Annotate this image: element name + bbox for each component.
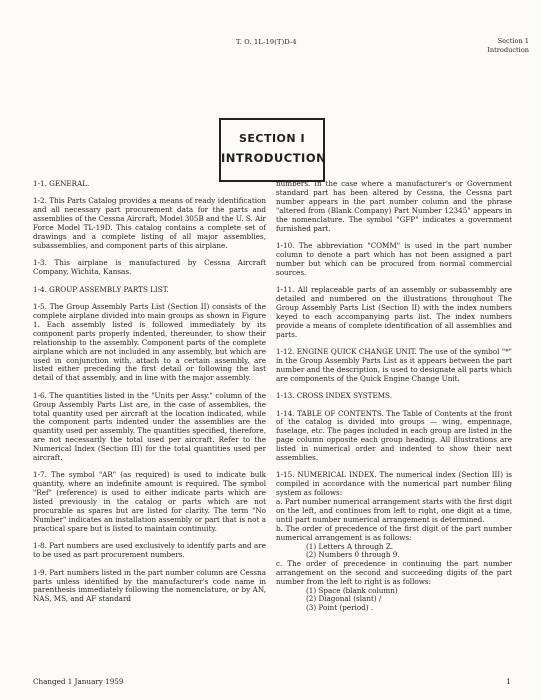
paragraph: 1-4. GROUP ASSEMBLY PARTS LIST.: [33, 284, 169, 294]
document-number: T. O. 1L-19(T)D-4: [236, 38, 297, 46]
paragraph-item-c: c. The order of precedence in continuing the part number arrangement on the second and succeeding digits of the part number from the left to right is as follows:: [276, 558, 512, 586]
paragraph: 1-7. The symbol "AR" (as required) is used to indicate bulk quantity, where an indefinite amount is required. The symbol "Ref" (reference) is used to either indicate parts which are listed previously in the catalog or parts which are not procurable as spares but are listed for clarity. The term "No Number" indicates an installation assembly or part that is not a practical spare but is listed to maintain continuity.: [33, 470, 266, 533]
page-number: 1: [506, 677, 511, 686]
paragraph: 1-14. TABLE OF CONTENTS. The Table of Contents at the front of the catalog is divided into groups — wing, empennage, fuselage, etc. The pages included in each group are listed in the page column opposite each group heading. All illustrations are listed in numerical order and indented to show their next assemblies.: [276, 408, 512, 463]
paragraph: 1-3. This airplane is manufactured by Cessna Aircraft Company, Wichita, Kansas.: [33, 258, 266, 277]
section-title-box: [219, 118, 325, 182]
list-item: (2) Diagonal (slant) /: [306, 594, 382, 604]
paragraph: numbers. In the case where a manufacturer's or Government standard part has been altered by Cessna, the Cessna part number appears in the part number column and the phrase "altered from (Blank Company) Part Number 12345" appears in the nomenclature. The symbol "GFP" indicates a government furnished part.: [276, 179, 512, 233]
paragraph: 1-1. GENERAL.: [33, 179, 90, 188]
right-column: [276, 180, 512, 612]
section-sub: Introduction: [487, 45, 529, 54]
paragraph: 1-10. The abbreviation "COMM" is used in the part number column to denote a part which has not been assigned a part number but which can be procured from normal commercial sources.: [276, 240, 512, 277]
paragraph: 1-11. All replaceable parts of an assembly or subassembly are detailed and numbered on the illustrations throughout The Group Assembly Parts List (Section II) with the index numbers keyed to each accompanying parts list. The index numbers provide a means of complete identification of all assemblies and parts.: [276, 285, 512, 339]
precedence-list-c: [306, 587, 512, 613]
left-column: [33, 180, 266, 613]
paragraph-item-a: a. Part number numerical arrangement starts with the first digit on the left, and continues from left to right, one digit at a time, until part number numerical arrangement is determined.: [276, 497, 512, 524]
list-item: (1) Letters A through Z.: [306, 541, 393, 551]
change-date: Changed 1 January 1959: [33, 677, 124, 686]
paragraph-item-b: b. The order of precedence of the first digit of the part number numerical arrangement is as follows:: [276, 523, 512, 542]
precedence-list-b: [306, 543, 512, 560]
section-title: SECTION I: [238, 132, 306, 145]
paragraph: 1-12. ENGINE QUICK CHANGE UNIT. The use of the symbol "*" in the Group Assembly Parts List as it appears between the part number and the description, is used to designate all parts which are components of the Quick Engine Change Unit.: [276, 347, 512, 383]
paragraph: 1-6. The quantities listed in the "Units per Assy." column of the Group Assembly Parts List are, in the case of assemblies, the total quantity used per aircraft at the location indicated, while the component parts indented under the assemblies are the quantity used per assembly. The quantities specified, therefore, are not necessarily the total used per aircraft. Refer to the Numerical Index (Section III) for the total quantities used per aircraft.: [33, 390, 266, 463]
list-item: (3) Point (period) .: [306, 602, 374, 612]
section-subtitle: INTRODUCTION: [221, 151, 327, 165]
section-header: [487, 37, 529, 54]
list-item: (2) Numbers 0 through 9.: [306, 550, 400, 560]
paragraph: 1-15. NUMERICAL INDEX. The numerical index (Section III) is compiled in accordance with the numerical part number filing system as follows:: [276, 470, 512, 498]
list-item: (1) Space (blank column): [306, 585, 398, 595]
paragraph: 1-5. The Group Assembly Parts List (Section II) consists of the complete airplane divided into main groups as shown in Figure 1. Each assembly listed is followed immediately by its component parts properly indented, thereunder, to show their relationship to the assembly. Component parts of the complete airplane which are not included in any assembly, but which are used in conjunction with, attach to a certain assembly, are listed either preceding the first detail or following the last detail of that assembly, and in line with the major assembly.: [33, 302, 266, 383]
paragraph: 1-8. Part numbers are used exclusively to identify parts and are to be used as part procurement numbers.: [33, 541, 266, 560]
paragraph: 1-9. Part numbers listed in the part number column are Cessna parts unless identified by the manufacturer's code name in parenthesis immediately following the nomenclature, or by AN, NAS, MS, and AF standard: [33, 567, 266, 604]
section-label: Section 1: [497, 37, 529, 45]
paragraph: 1-13. CROSS INDEX SYSTEMS.: [276, 391, 393, 401]
paragraph: 1-2. This Parts Catalog provides a means of ready identification and all necessary part procurement data for the parts and assemblies of the Cessna Aircraft, Model 305B and the U. S. Air Force Model TL-19D. This catalog contains a complete set of drawings and a complete listing of all major assemblies, subassemblies, and component parts of this airplane.: [33, 196, 266, 250]
